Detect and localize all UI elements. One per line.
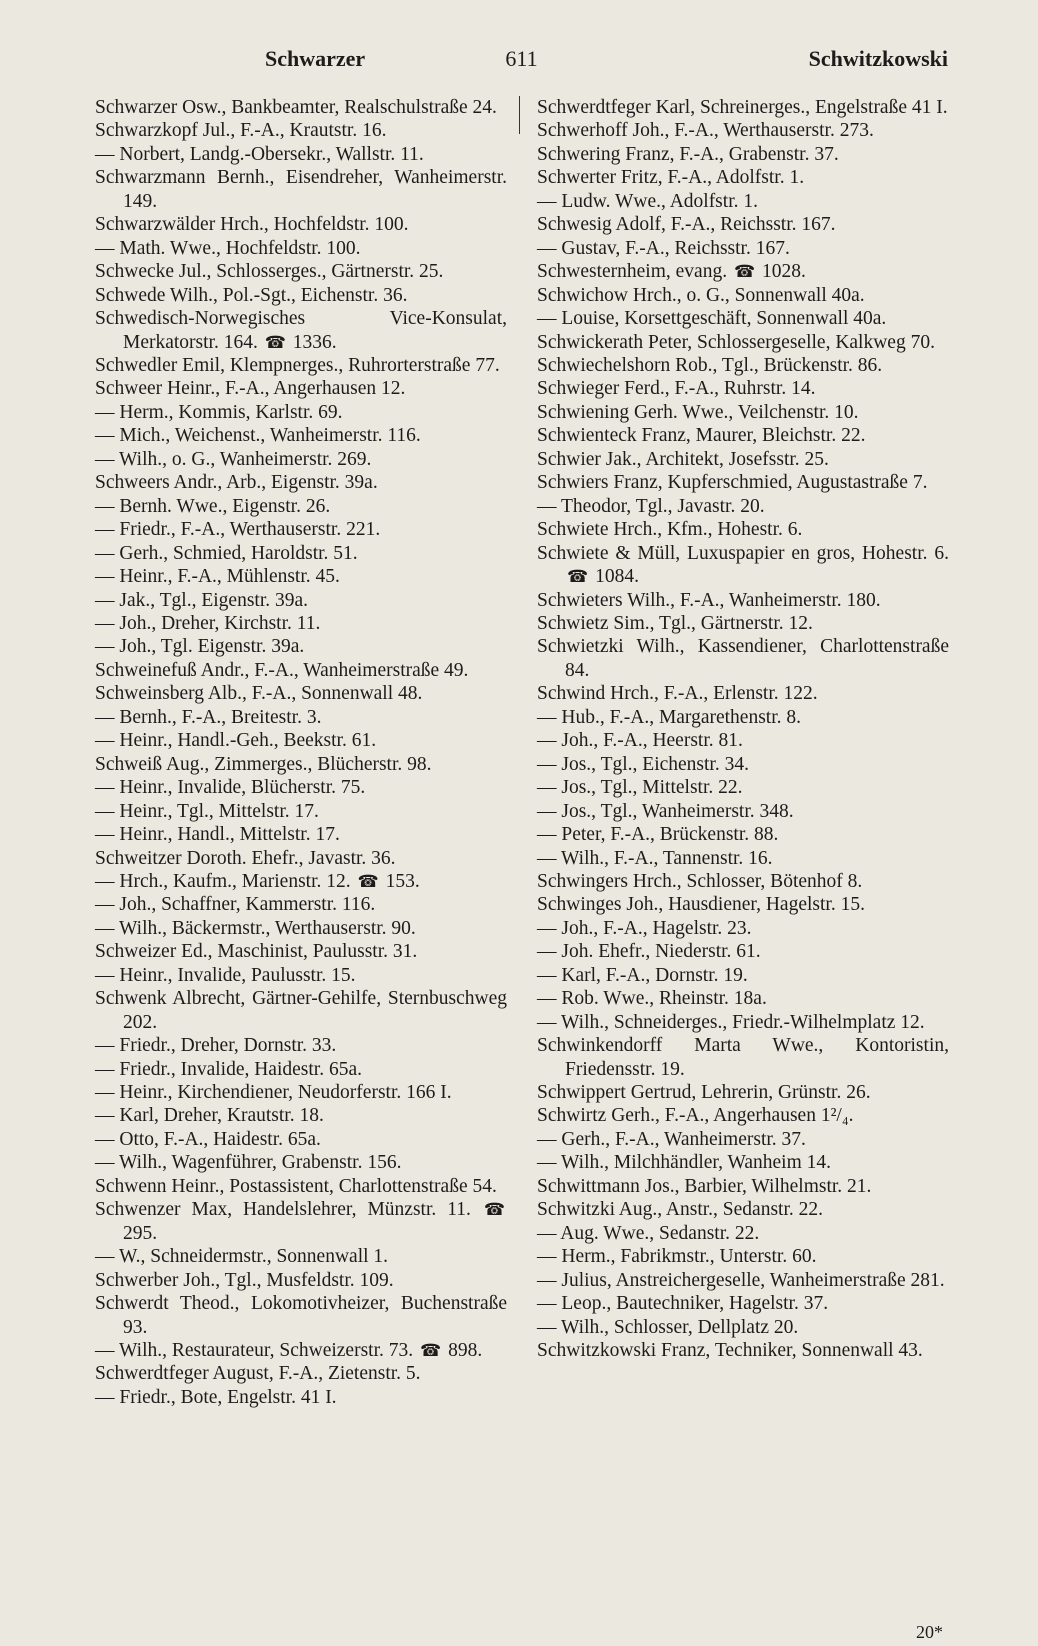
directory-entry [95, 776, 507, 799]
entry-text: Schwiechelshorn Rob., Tgl., Brückenstr. 86. [537, 354, 883, 376]
directory-entry [95, 729, 507, 752]
directory-entry [537, 284, 949, 307]
entry-text: — Ludw. Wwe., Adolfstr. 1. [537, 190, 758, 212]
entry-text: Schwietz Sim., Tgl., Gärtnerstr. 12. [537, 612, 813, 634]
entry-text: Schwedler Emil, Klempnerges., Ruhrorterstraße 77. [95, 354, 500, 376]
entry-text: Schwieters Wilh., F.-A., Wanheimerstr. 180. [537, 589, 881, 611]
entry-text: Schwingers Hrch., Schlosser, Bötenhof 8. [537, 870, 863, 892]
entry-text: — Mich., Weichenst., Wanheimerstr. 116. [95, 425, 421, 447]
directory-entry [95, 471, 507, 494]
entry-text: — Gustav, F.-A., Reichsstr. 167. [537, 237, 790, 259]
phone-icon: ☎ [567, 567, 589, 587]
directory-entry [95, 1058, 507, 1081]
directory-entry [537, 706, 949, 729]
directory-entry [537, 377, 949, 400]
directory-entry [95, 1104, 507, 1127]
directory-entry [537, 1011, 949, 1034]
entry-text: — Peter, F.-A., Brückenstr. 88. [537, 824, 779, 846]
directory-entry [537, 96, 949, 119]
directory-entry [95, 119, 507, 142]
directory-entry [95, 96, 507, 119]
entry-text: — Friedr., Dreher, Dornstr. 33. [95, 1035, 337, 1057]
entry-text: — Joh., Dreher, Kirchstr. 11. [95, 612, 321, 634]
entry-text: — Friedr., F.-A., Werthauserstr. 221. [95, 519, 381, 541]
entry-text: Schwerhoff Joh., F.-A., Werthauserstr. 273. [537, 120, 874, 142]
entry-text: — Karl, F.-A., Dornstr. 19. [537, 964, 748, 986]
entry-text: Schwieger Ferd., F.-A., Ruhrstr. 14. [537, 378, 816, 400]
directory-entry [95, 893, 507, 916]
directory-entry [95, 682, 507, 705]
directory-entry [537, 612, 949, 635]
directory-entry [95, 495, 507, 518]
directory-entry [95, 1269, 507, 1292]
entry-text: Schweinsberg Alb., F.-A., Sonnenwall 48. [95, 683, 423, 705]
directory-entry [95, 1175, 507, 1198]
entry-text: — Karl, Dreher, Krautstr. 18. [95, 1105, 324, 1127]
phone-number: 295. [123, 1222, 158, 1244]
entry-text: Schweinefuß Andr., F.-A., Wanheimerstraße 49. [95, 659, 469, 681]
entry-text: — Julius, Anstreichergeselle, Wanheimerstraße 281. [537, 1269, 945, 1291]
directory-entry [537, 542, 949, 589]
entry-text: Schwirtz Gerh., F.-A., Angerhausen 1²/₄. [537, 1105, 854, 1127]
directory-entry [537, 917, 949, 940]
entry-text: — Joh. Ehefr., Niederstr. 61. [537, 941, 761, 963]
entry-text: Schwenzer Max, Handelslehrer, Münzstr. 11. [95, 1199, 471, 1221]
entry-text: Schwarzmann Bernh., Eisendreher, Wanheimerstr. 149. [95, 167, 507, 212]
directory-entry [95, 987, 507, 1034]
entry-text: Schwerter Fritz, F.-A., Adolfstr. 1. [537, 167, 805, 189]
entry-text: Schwesig Adolf, F.-A., Reichsstr. 167. [537, 214, 836, 236]
entry-text: Schwitzkowski Franz, Techniker, Sonnenwall 43. [537, 1340, 923, 1362]
directory-entry [537, 1222, 949, 1245]
entry-text: — Friedr., Invalide, Haidestr. 65a. [95, 1058, 362, 1080]
entry-text: — Wilh., Schneiderges., Friedr.-Wilhelmplatz 12. [537, 1011, 925, 1033]
entry-text: — Hrch., Kaufm., Marienstr. 12. [95, 870, 351, 892]
directory-entry [95, 213, 507, 236]
directory-entry [95, 401, 507, 424]
directory-entry [95, 1292, 507, 1339]
directory-entry [537, 800, 949, 823]
directory-entry [537, 424, 949, 447]
entry-text: — Heinr., Invalide, Paulusstr. 15. [95, 964, 356, 986]
entry-text: Schwarzer Osw., Bankbeamter, Realschulstraße 24. [95, 97, 497, 118]
entry-text: — Theodor, Tgl., Javastr. 20. [537, 495, 765, 517]
directory-entry [537, 1034, 949, 1081]
phone-icon: ☎ [420, 1341, 442, 1361]
entry-text: Schwiete & Müll, Luxuspapier en gros, Hohestr. 6. [537, 542, 949, 564]
directory-entry [95, 1245, 507, 1268]
phone-icon: ☎ [357, 871, 379, 891]
directory-entry [95, 800, 507, 823]
entry-text: Schwesternheim, evang. [537, 261, 728, 283]
phone-icon: ☎ [264, 332, 286, 352]
entry-text: — W., Schneidermstr., Sonnenwall 1. [95, 1246, 389, 1268]
entry-text: Schwitzki Aug., Anstr., Sedanstr. 22. [537, 1199, 824, 1221]
entry-text: — Gerh., F.-A., Wanheimerstr. 37. [537, 1128, 806, 1150]
directory-entry [537, 143, 949, 166]
directory-entry [95, 1034, 507, 1057]
directory-entry [95, 1198, 507, 1245]
entry-text: Schwiers Franz, Kupferschmied, Augustastraße 7. [537, 472, 928, 494]
directory-entry [537, 354, 949, 377]
phone-icon: ☎ [483, 1200, 506, 1220]
directory-entry [95, 1362, 507, 1385]
entry-text: — Heinr., Handl.-Geh., Beekstr. 61. [95, 730, 377, 752]
directory-entry [537, 190, 949, 213]
entry-text: — Joh., F.-A., Hagelstr. 23. [537, 917, 752, 939]
directory-entry [95, 424, 507, 447]
entry-text: Schwerber Joh., Tgl., Musfeldstr. 109. [95, 1269, 394, 1291]
directory-entry [537, 260, 949, 283]
directory-entry [537, 1104, 949, 1127]
entry-text: Schwedisch-Norwegisches Vice-Konsulat, Merkatorstr. 164. [95, 308, 507, 353]
entry-text: — Aug. Wwe., Sedanstr. 22. [537, 1222, 760, 1244]
entry-text: Schweers Andr., Arb., Eigenstr. 39a. [95, 472, 378, 494]
entry-text: — Otto, F.-A., Haidestr. 65a. [95, 1128, 321, 1150]
directory-entry [537, 847, 949, 870]
directory-entry [537, 448, 949, 471]
entry-text: — Joh., Schaffner, Kammerstr. 116. [95, 894, 376, 916]
directory-entry [537, 753, 949, 776]
entry-text: — Heinr., Tgl., Mittelstr. 17. [95, 800, 319, 822]
directory-entry [537, 1245, 949, 1268]
directory-entry [537, 729, 949, 752]
directory-entry [95, 377, 507, 400]
entry-text: — Rob. Wwe., Rheinstr. 18a. [537, 988, 767, 1010]
directory-entry [537, 495, 949, 518]
entry-text: — Joh., F.-A., Heerstr. 81. [537, 730, 743, 752]
directory-entry [95, 284, 507, 307]
phone-number: 1084. [595, 566, 639, 588]
entry-text: Schwinges Joh., Hausdiener, Hagelstr. 15. [537, 894, 865, 916]
entry-text: — Wilh., o. G., Wanheimerstr. 269. [95, 448, 372, 470]
entry-text: — Hub., F.-A., Margarethenstr. 8. [537, 706, 802, 728]
directory-entry [537, 870, 949, 893]
entry-text: — Wilh., Wagenführer, Grabenstr. 156. [95, 1152, 402, 1174]
directory-entry [537, 589, 949, 612]
entry-text: Schwichow Hrch., o. G., Sonnenwall 40a. [537, 284, 865, 306]
entry-text: — Jos., Tgl., Wanheimerstr. 348. [537, 800, 794, 822]
entry-text: — Wilh., Restaurateur, Schweizerstr. 73. [95, 1340, 414, 1362]
phone-icon: ☎ [733, 262, 756, 282]
entry-text: — Jak., Tgl., Eigenstr. 39a. [95, 589, 309, 611]
entry-text: — Friedr., Bote, Engelstr. 41 I. [95, 1386, 337, 1408]
directory-entry [537, 776, 949, 799]
entry-text: — Bernh., F.-A., Breitestr. 3. [95, 706, 322, 728]
column-divider [519, 96, 520, 134]
directory-entry [95, 847, 507, 870]
entry-text: — Heinr., Invalide, Blücherstr. 75. [95, 777, 366, 799]
directory-entry [537, 471, 949, 494]
entry-text: Schwerdt Theod., Lokomotivheizer, Buchenstraße 93. [95, 1293, 507, 1338]
entry-text: Schwier Jak., Architekt, Josefsstr. 25. [537, 448, 829, 470]
entry-text: Schwiete Hrch., Kfm., Hohestr. 6. [537, 519, 803, 541]
entry-text: — Wilh., F.-A., Tannenstr. 16. [537, 847, 773, 869]
directory-entry [537, 964, 949, 987]
directory-entry [95, 964, 507, 987]
entry-text: Schwind Hrch., F.-A., Erlenstr. 122. [537, 683, 818, 705]
directory-entry [95, 1151, 507, 1174]
directory-entry [537, 1128, 949, 1151]
entry-text: Schwickerath Peter, Schlossergeselle, Kalkweg 70. [537, 331, 935, 353]
directory-entry [537, 1198, 949, 1221]
directory-entry [537, 307, 949, 330]
entry-text: Schwerdtfeger August, F.-A., Zietenstr. 5. [95, 1363, 421, 1385]
directory-entry [537, 1081, 949, 1104]
directory-entry [537, 682, 949, 705]
entry-text: — Heinr., Handl., Mittelstr. 17. [95, 824, 340, 846]
directory-entry [537, 635, 949, 682]
entry-text: — Louise, Korsettgeschäft, Sonnenwall 40a. [537, 308, 887, 330]
entry-text: — Heinr., F.-A., Mühlenstr. 45. [95, 566, 340, 588]
entry-text: — Math. Wwe., Hochfeldstr. 100. [95, 237, 361, 259]
directory-entry [537, 213, 949, 236]
entry-text: Schwippert Gertrud, Lehrerin, Grünstr. 26. [537, 1082, 871, 1104]
directory-entry [95, 237, 507, 260]
directory-entry [537, 401, 949, 424]
entry-text: Schwenn Heinr., Postassistent, Charlottenstraße 54. [95, 1175, 497, 1197]
entry-text: — Bernh. Wwe., Eigenstr. 26. [95, 495, 331, 517]
directory-entry [95, 307, 507, 354]
entry-text: Schweiß Aug., Zimmerges., Blücherstr. 98. [95, 753, 432, 775]
right-column [537, 96, 949, 1362]
phone-number: 1028. [762, 261, 806, 283]
entry-text: Schwede Wilh., Pol.-Sgt., Eichenstr. 36. [95, 284, 408, 306]
directory-entry [537, 1292, 949, 1315]
directory-entry [537, 119, 949, 142]
directory-entry [95, 917, 507, 940]
entry-text: — Norbert, Landg.-Obersekr., Wallstr. 11. [95, 143, 424, 165]
directory-entry [95, 1339, 507, 1362]
phone-number: 898. [448, 1340, 483, 1362]
page-number: 611 [505, 46, 538, 71]
directory-entry [95, 166, 507, 213]
entry-text: Schwenk Albrecht, Gärtner-Gehilfe, Sternbuschweg 202. [95, 988, 507, 1033]
left-column [95, 96, 507, 1409]
directory-entry [95, 823, 507, 846]
directory-entry [537, 893, 949, 916]
phone-number: 153. [385, 870, 420, 892]
directory-entry [95, 448, 507, 471]
directory-entry [95, 1081, 507, 1104]
entry-text: — Jos., Tgl., Eichenstr. 34. [537, 753, 749, 775]
entry-text: — Herm., Kommis, Karlstr. 69. [95, 401, 343, 423]
directory-entry [95, 870, 507, 893]
directory-entry [537, 166, 949, 189]
directory-entry [537, 1316, 949, 1339]
entry-text: Schwerdtfeger Karl, Schreinerges., Engelstraße 41 I. [537, 97, 948, 118]
directory-entry [537, 823, 949, 846]
entry-text: Schwinkendorff Marta Wwe., Kontoristin, Friedensstr. 19. [537, 1035, 949, 1080]
entry-text: Schweizer Ed., Maschinist, Paulusstr. 31. [95, 941, 418, 963]
directory-entry [95, 260, 507, 283]
phone-number: 1336. [292, 331, 337, 353]
directory-entry [95, 753, 507, 776]
directory-entry [95, 1386, 507, 1409]
header-first-entry: Schwarzer [265, 46, 366, 71]
entry-text: — Wilh., Schlosser, Dellplatz 20. [537, 1316, 799, 1338]
directory-entry [95, 706, 507, 729]
directory-entry [95, 635, 507, 658]
directory-entry [537, 1151, 949, 1174]
entry-text: — Gerh., Schmied, Haroldstr. 51. [95, 542, 358, 564]
directory-entry [537, 1175, 949, 1198]
directory-entry [537, 237, 949, 260]
page-header [95, 46, 948, 76]
entry-text: — Herm., Fabrikmstr., Unterstr. 60. [537, 1246, 817, 1268]
entry-text: — Jos., Tgl., Mittelstr. 22. [537, 777, 743, 799]
entry-text: — Leop., Bautechniker, Hagelstr. 37. [537, 1293, 829, 1315]
entry-text: Schwarzkopf Jul., F.-A., Krautstr. 16. [95, 120, 387, 142]
entry-text: — Heinr., Kirchendiener, Neudorferstr. 166 I. [95, 1082, 452, 1104]
entry-text: Schwiening Gerh. Wwe., Veilchenstr. 10. [537, 401, 859, 423]
directory-entry [537, 1339, 949, 1362]
entry-text: — Wilh., Bäckermstr., Werthauserstr. 90. [95, 917, 416, 939]
entry-text: Schwienteck Franz, Maurer, Bleichstr. 22. [537, 425, 866, 447]
entry-text: Schweer Heinr., F.-A., Angerhausen 12. [95, 378, 406, 400]
directory-entry [95, 659, 507, 682]
entry-text: Schweitzer Doroth. Ehefr., Javastr. 36. [95, 847, 396, 869]
directory-entry [95, 612, 507, 635]
directory-entry [95, 542, 507, 565]
entry-text: — Joh., Tgl. Eigenstr. 39a. [95, 636, 305, 658]
directory-entry [95, 518, 507, 541]
directory-entry [537, 940, 949, 963]
entry-text: Schwittmann Jos., Barbier, Wilhelmstr. 21. [537, 1175, 872, 1197]
directory-entry [537, 987, 949, 1010]
directory-entry [537, 1269, 949, 1292]
signature-mark: 20* [916, 1622, 943, 1642]
entry-text: Schwietzki Wilh., Kassendiener, Charlottenstraße 84. [537, 636, 949, 681]
header-last-entry: Schwitzkowski [808, 46, 948, 71]
entry-text: Schwarzwälder Hrch., Hochfeldstr. 100. [95, 214, 409, 236]
directory-entry [95, 143, 507, 166]
entry-text: — Wilh., Milchhändler, Wanheim 14. [537, 1152, 832, 1174]
entry-text: Schwering Franz, F.-A., Grabenstr. 37. [537, 143, 839, 165]
directory-entry [537, 331, 949, 354]
directory-entry [95, 589, 507, 612]
directory-entry [95, 940, 507, 963]
directory-entry [95, 354, 507, 377]
directory-entry [95, 1128, 507, 1151]
directory-entry [95, 565, 507, 588]
directory-entry [537, 518, 949, 541]
entry-text: Schwecke Jul., Schlosserges., Gärtnerstr. 25. [95, 261, 444, 283]
